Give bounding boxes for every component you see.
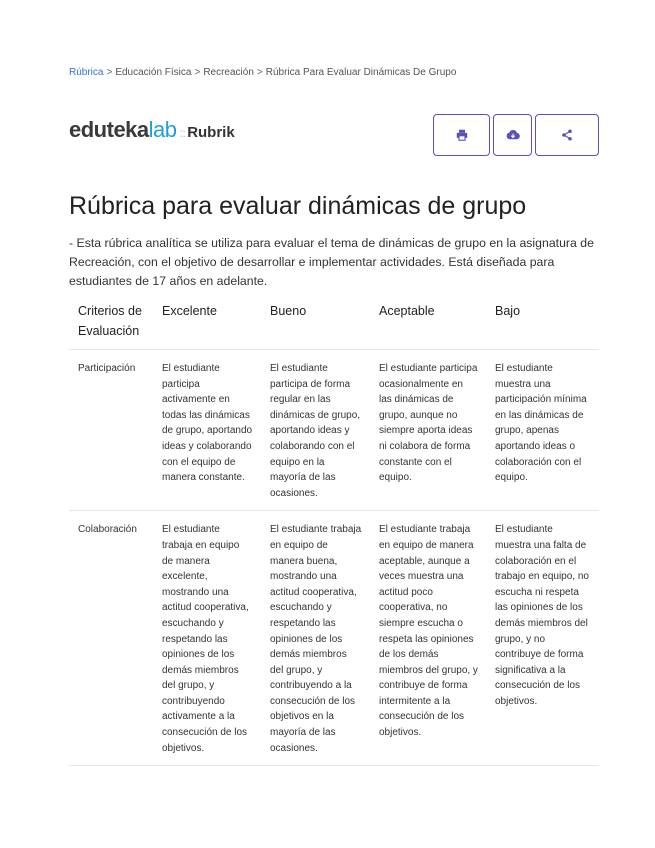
table-cell: El estudiante participa activamente en todas las dinámicas de grupo, aportando ideas y colaborando con el equipo de manera constante. — [153, 350, 261, 511]
logo-separator: :: — [179, 126, 186, 140]
header-aceptable: Aceptable — [370, 293, 486, 350]
breadcrumb-link-rubrica[interactable]: Rúbrica — [69, 67, 104, 78]
table-cell: El estudiante muestra una participación mínima en las dinámicas de grupo, apenas aportando ideas o colaboración con el equipo. — [486, 350, 599, 511]
page-title: Rúbrica para evaluar dinámicas de grupo — [69, 192, 527, 220]
breadcrumb-separator: > — [256, 67, 263, 78]
breadcrumb — [69, 67, 456, 78]
breadcrumb-item-recreacion[interactable]: Recreación — [203, 67, 254, 78]
table-cell: El estudiante trabaja en equipo de manera buena, mostrando una actitud cooperativa, escuchando y respetando las opiniones de los demás miembros del grupo, y contribuyendo a la consecución de los objetivos en la mayoría de las ocasiones. — [261, 511, 370, 766]
table-cell: El estudiante muestra una falta de colaboración en el trabajo en equipo, no escucha ni respeta las opiniones de los demás miembros del grupo, y no contribuye de forma significativa a la consecución de los objetivos. — [486, 511, 599, 766]
breadcrumb-item-educacion-fisica[interactable]: Educación Física — [115, 67, 192, 78]
table-row — [69, 511, 599, 766]
table-cell: El estudiante participa ocasionalmente en las dinámicas de grupo, aunque no siempre aporta ideas ni colabora de forma constante con el equipo. — [370, 350, 486, 511]
breadcrumb-item-current: Rúbrica Para Evaluar Dinámicas De Grupo — [265, 67, 457, 78]
table-cell: El estudiante trabaja en equipo de manera aceptable, aunque a veces muestra una actitud poco cooperativa, no siempre escucha o respeta las opiniones de los demás miembros del grupo, y contribuye de forma intermitente a la consecución de los objetivos. — [370, 511, 486, 766]
print-button[interactable] — [433, 114, 490, 156]
header-criterios: Criterios de Evaluación — [69, 293, 153, 350]
logo-lab: lab — [148, 117, 177, 142]
table-cell: El estudiante trabaja en equipo de manera excelente, mostrando una actitud cooperativa, escuchando y respetando las opiniones de los demás miembros del grupo, y contribuyendo activamente a la consecución de los objetivos. — [153, 511, 261, 766]
share-icon — [561, 129, 573, 141]
header-bajo: Bajo — [486, 293, 599, 350]
share-button[interactable] — [535, 114, 599, 156]
page-description: - Esta rúbrica analítica se utiliza para evaluar el tema de dinámicas de grupo en la asignatura de Recreación, con el objetivo de desarrollar e implementar actividades. Está diseñada para estudiantes de 17 años en adelante. — [69, 236, 594, 288]
header-excelente: Excelente — [153, 293, 261, 350]
print-icon — [456, 129, 468, 141]
criterion-cell: Participación — [69, 350, 153, 511]
table-header-row — [69, 293, 599, 350]
breadcrumb-separator: > — [106, 67, 113, 78]
logo-rubrik: Rubrik — [187, 124, 235, 141]
download-button[interactable] — [493, 114, 532, 156]
eduteka-lab-logo[interactable] — [69, 117, 235, 143]
breadcrumb-separator: > — [194, 67, 201, 78]
logo-eduteka: eduteka — [69, 117, 149, 142]
table-row — [69, 350, 599, 511]
table-cell: El estudiante participa de forma regular en las dinámicas de grupo, aportando ideas y colaborando con el equipo en la mayoría de las ocasiones. — [261, 350, 370, 511]
criterion-cell: Colaboración — [69, 511, 153, 766]
header-bueno: Bueno — [261, 293, 370, 350]
rubric-table — [69, 293, 599, 766]
cloud-download-icon — [506, 129, 520, 141]
